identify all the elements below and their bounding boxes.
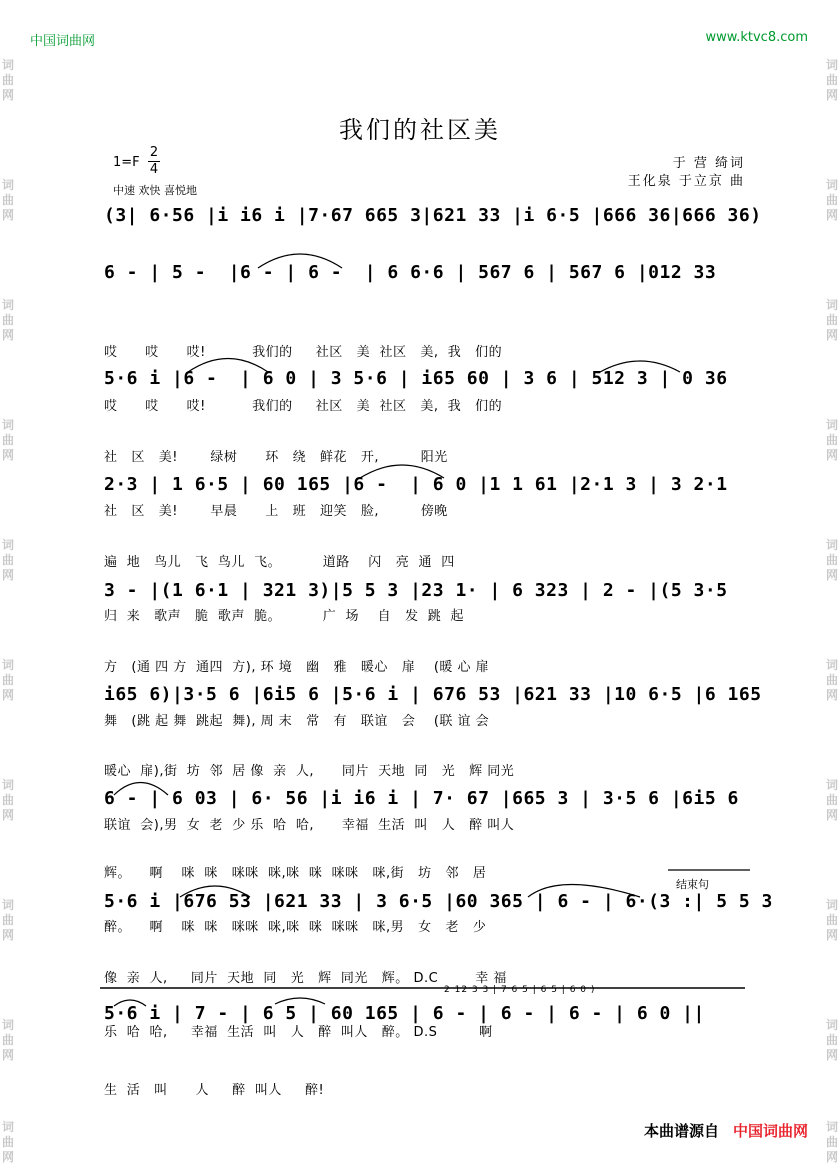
notation-line: 5·6 i | 7 - | 6 5 | 60 165 | 6 - | 6 - | 6 - | 6 0 || (104, 1003, 705, 1024)
notation-line: 5·6 i |676 53 |621 33 | 3 6·5 |60 365 | 6 - | 6·(3 :| 5 5 3 (104, 891, 773, 912)
notation-line: 3 - |(1 6·1 | 321 3)|5 5 3 |23 1· | 6 323 | 2 - |(5 3·5 (104, 580, 728, 601)
lyric-verse-1: 暖心 扉),街 坊 邻 居 像 亲 人, 同片 天地 同 光 辉 同光 (104, 764, 515, 779)
lyricist-credit: 于 营 绮词 (672, 156, 745, 171)
lyric-verse-2: 哎 哎 哎! 我们的 社区 美 社区 美, 我 们的 (104, 399, 503, 414)
watermark-glyph: 词 曲 网 (825, 178, 838, 222)
watermark-glyph: 词 曲 网 (825, 58, 838, 102)
lyrics-row-9 (104, 1046, 754, 1118)
ending-label: 结束句 (676, 878, 709, 891)
watermark-glyph: 词 曲 网 (1, 898, 14, 942)
watermark-glyph: 词 曲 网 (1, 298, 14, 342)
song-title: 我们的社区美 (339, 116, 501, 144)
key-signature: 1=F (113, 155, 140, 170)
score-row-7 (104, 788, 754, 816)
lyric-verse-1: 生 活 叫 人 醉 叫人 醉! (104, 1083, 325, 1098)
site-name-left[interactable]: 中国词曲网 (30, 34, 96, 49)
source-footer (644, 1120, 808, 1141)
watermark-glyph: 词 曲 网 (1, 418, 14, 462)
notation-line: (3| 6·56 |i i6 i |7·67 665 3|621 33 |i 6·5 |666 36|666 36) (104, 205, 762, 226)
notation-line: 5·6 i |6 - | 6 0 | 3 5·6 | i65 60 | 3 6 | 512 3 | 0 36 (104, 368, 728, 389)
score-row-1 (104, 205, 762, 233)
watermark-glyph: 词 曲 网 (825, 298, 838, 342)
notation-line: 2·3 | 1 6·5 | 60 165 |6 - | 6 0 |1 1 61 |2·1 3 | 3 2·1 (104, 474, 728, 495)
lyric-verse-1: 像 亲 人, 同片 天地 同 光 辉 同光 辉。 D.C 幸 福 (104, 971, 507, 986)
notation-line: 6 - | 5 - |6 - | 6 - | 6 6·6 | 567 6 | 567 6 |012 33 (104, 262, 717, 283)
score-row-5 (104, 580, 754, 608)
lyric-verse-1: 辉。 啊 咪 咪 咪咪 咪,咪 咪 咪咪 咪,街 坊 邻 居 (104, 866, 487, 881)
watermark-glyph: 词 曲 网 (1, 778, 14, 822)
lyric-verse-1: 方 (通 四 方 通四 方), 环 境 幽 雅 暖心 扉 (暖 心 扉 (104, 660, 490, 675)
score-row-2 (104, 262, 754, 290)
lyric-verse-1: 社 区 美! 绿树 环 绕 鲜花 开, 阳光 (104, 450, 448, 465)
time-top: 2 (149, 145, 159, 160)
ending-variant-small: 2 12 3 3 | 7 6 5 | 6 5 | 6 0 ) (444, 985, 596, 995)
watermark-glyph: 词 曲 网 (825, 418, 838, 462)
score-row-4 (104, 474, 754, 502)
source-label: 本曲谱源自 (643, 1122, 719, 1140)
lyric-verse-1: 遍 地 鸟儿 飞 鸟儿 飞。 道路 闪 亮 通 四 (104, 555, 455, 570)
watermark-glyph: 词 曲 网 (1, 538, 14, 582)
lyric-verse-2: 社 区 美! 早晨 上 班 迎笑 脸, 傍晚 (104, 504, 448, 519)
lyric-verse-1: 哎 哎 哎! 我们的 社区 美 社区 美, 我 们的 (104, 345, 503, 360)
score-row-3 (104, 368, 754, 396)
site-url-right[interactable]: www.ktvc8.com (705, 30, 808, 45)
source-site-link[interactable]: 中国词曲网 (732, 1122, 808, 1140)
lyric-verse-2: 乐 哈 哈, 幸福 生活 叫 人 醉 叫人 醉。 D.S 啊 (104, 1025, 493, 1040)
tempo-marking: 中速 欢快 喜悦地 (113, 184, 197, 197)
watermark-glyph: 词 曲 网 (1, 58, 14, 102)
watermark-glyph: 词 曲 网 (825, 1018, 838, 1062)
watermark-glyph: 词 曲 网 (825, 538, 838, 582)
watermark-glyph: 词 曲 网 (825, 658, 838, 702)
notation-line: 6 - | 6 03 | 6· 56 |i i6 i | 7· 67 |665 3 | 3·5 6 |6i5 6 (104, 788, 739, 809)
watermark-glyph: 词 曲 网 (1, 658, 14, 702)
watermark-glyph: 词 曲 网 (825, 1120, 838, 1164)
time-signature (148, 145, 160, 178)
watermark-glyph: 词 曲 网 (825, 778, 838, 822)
lyric-verse-2: 醉。 啊 咪 咪 咪咪 咪,咪 咪 咪咪 咪,男 女 老 少 (104, 920, 487, 935)
watermark-glyph: 词 曲 网 (1, 1120, 14, 1164)
notation-line: i65 6)|3·5 6 |6i5 6 |5·6 i | 676 53 |621 33 |10 6·5 |6 165 (104, 684, 762, 705)
time-bottom: 4 (149, 162, 159, 177)
watermark-glyph: 词 曲 网 (825, 898, 838, 942)
score-row-9 (104, 1003, 754, 1031)
watermark-glyph: 词 曲 网 (1, 178, 14, 222)
score-row-6 (104, 684, 762, 712)
lyric-verse-2: 联谊 会),男 女 老 少 乐 哈 哈, 幸福 生活 叫 人 醉 叫人 (104, 818, 515, 833)
watermark-glyph: 词 曲 网 (1, 1018, 14, 1062)
lyric-verse-2: 归 来 歌声 脆 歌声 脆。 广 场 自 发 跳 起 (104, 609, 464, 624)
lyrics-row-8 (104, 934, 754, 1060)
composer-credit: 王化泉 于立京 曲 (627, 174, 745, 189)
lyric-verse-2: 舞 (跳 起 舞 跳起 舞), 周 末 常 有 联谊 会 (联 谊 会 (104, 714, 490, 729)
score-row-8 (104, 891, 773, 919)
